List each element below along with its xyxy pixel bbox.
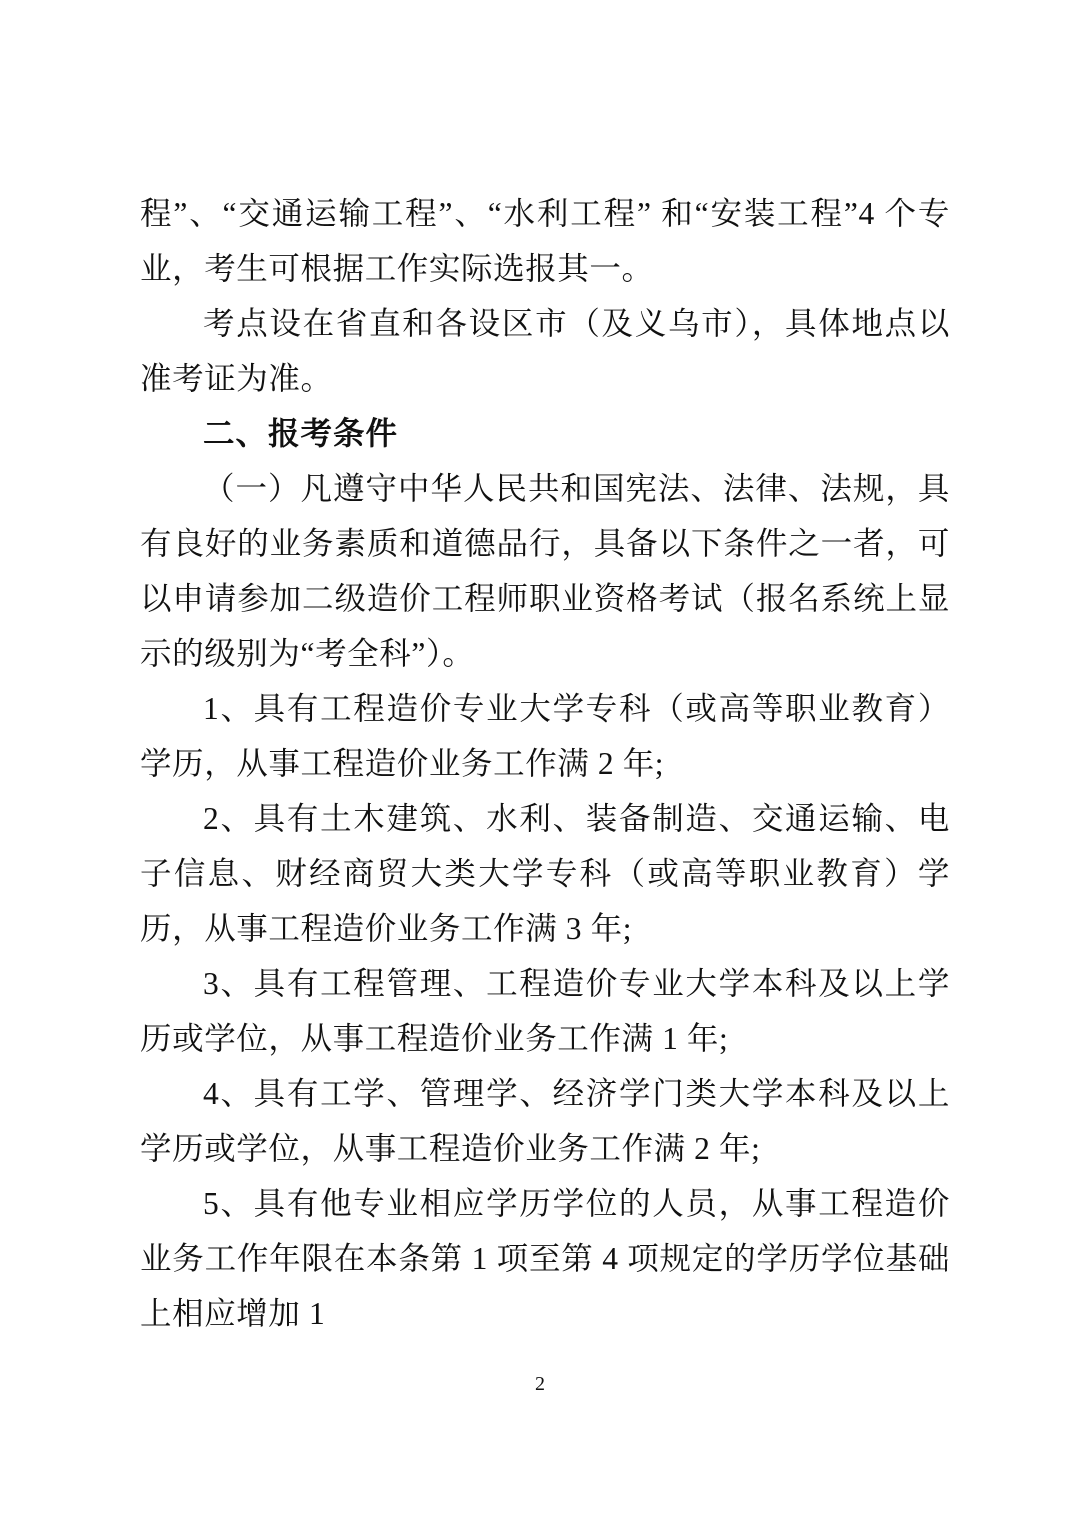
paragraph-requirement-item-5: 5、具有他专业相应学历学位的人员，从事工程造价业务工作年限在本条第 1 项至第 4 项规定的学历学位基础上相应增加 1 <box>140 1186 950 1331</box>
section-heading-application-requirements: 二、报考条件 <box>203 415 399 451</box>
paragraph-requirement-item-3: 3、具有工程管理、工程造价专业大学本科及以上学历或学位，从事工程造价业务工作满 1 年; <box>140 966 950 1056</box>
paragraph-requirement-general: （一）凡遵守中华人民共和国宪法、法律、法规，具有良好的业务素质和道德品行，具备以下条件之一者，可以申请参加二级造价工程师职业资格考试（报名系统上显示的级别为“考全科”）。 <box>140 471 950 671</box>
paragraph-majors-continued: 程”、“交通运输工程”、“水利工程” 和“安装工程”4 个专业，考生可根据工作实际选报其一。 <box>140 196 950 286</box>
paragraph-requirement-item-1: 1、具有工程造价专业大学专科（或高等职业教育）学历，从事工程造价业务工作满 2 年; <box>140 691 950 781</box>
paragraph-requirement-item-2: 2、具有土木建筑、水利、装备制造、交通运输、电子信息、财经商贸大类大学专科（或高等职业教育）学历，从事工程造价业务工作满 3 年; <box>140 801 950 946</box>
paragraph-requirement-item-4: 4、具有工学、管理学、经济学门类大学本科及以上学历或学位，从事工程造价业务工作满 2 年; <box>140 1076 950 1166</box>
page-body-text <box>140 186 950 1341</box>
paragraph-exam-sites: 考点设在省直和各设区市（及义乌市），具体地点以准考证为准。 <box>140 306 950 396</box>
page-number: 2 <box>535 1373 545 1395</box>
